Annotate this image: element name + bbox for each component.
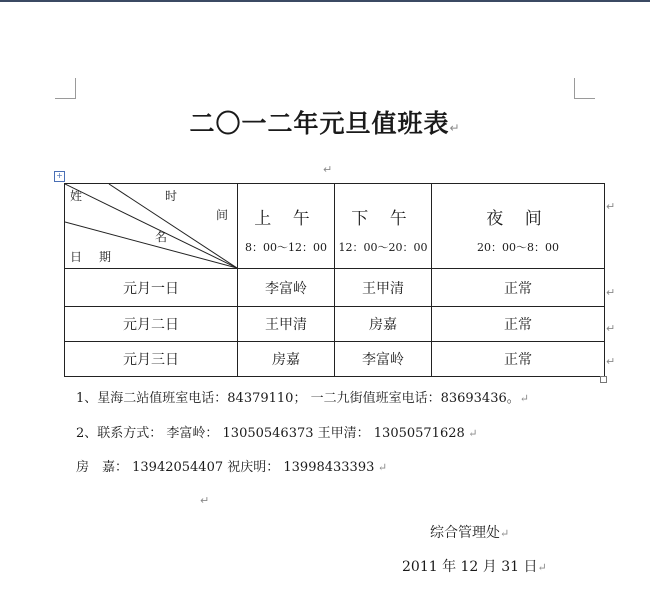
- shift-header-afternoon[interactable]: [335, 184, 432, 269]
- paragraph-mark-icon: ↵: [200, 494, 210, 507]
- afternoon-cell[interactable]: 房嘉: [335, 307, 432, 342]
- document-title[interactable]: [0, 104, 650, 140]
- table-row: [65, 269, 605, 307]
- end-of-row-mark-icon: ↵: [606, 355, 616, 368]
- paragraph-mark-icon: ↵: [323, 163, 333, 176]
- date-cell[interactable]: 元月二日: [65, 307, 238, 342]
- diag-date-a: 日: [70, 250, 83, 264]
- paragraph-mark-icon: ↵: [537, 561, 547, 574]
- paragraph-mark-icon: ↵: [449, 121, 461, 135]
- table-move-handle-icon[interactable]: +: [54, 171, 65, 182]
- shift-time: 8：00～12：00: [245, 240, 327, 254]
- shift-header-morning[interactable]: [238, 184, 335, 269]
- night-cell[interactable]: 正常: [432, 307, 605, 342]
- night-cell[interactable]: 正常: [432, 269, 605, 307]
- shift-name: 上 午: [254, 208, 318, 229]
- signature-org[interactable]: 综合管理处↵: [430, 525, 510, 541]
- end-of-row-mark-icon: ↵: [606, 286, 616, 299]
- note-line-2[interactable]: 2、联系方式： 李富岭： 13050546373 王甲清： 13050571628 ↵: [76, 426, 478, 441]
- paragraph-mark-icon: ↵: [464, 427, 478, 440]
- shift-header-night[interactable]: [432, 184, 605, 269]
- shift-name: 下 午: [351, 208, 415, 229]
- diagonal-lines: [65, 184, 237, 268]
- night-cell[interactable]: 正常: [432, 342, 605, 377]
- morning-cell[interactable]: 房嘉: [238, 342, 335, 377]
- diagonal-header-cell[interactable]: [65, 184, 238, 269]
- end-of-row-mark-icon: ↵: [606, 322, 616, 335]
- afternoon-cell[interactable]: 李富岭: [335, 342, 432, 377]
- morning-cell[interactable]: 王甲清: [238, 307, 335, 342]
- window-top-border: [0, 0, 650, 2]
- table-row: [65, 342, 605, 377]
- duty-table[interactable]: [64, 183, 605, 377]
- morning-cell[interactable]: 李富岭: [238, 269, 335, 307]
- diag-jian: 间: [216, 208, 229, 222]
- paragraph-mark-icon: ↵: [519, 392, 529, 405]
- title-text[interactable]: 二〇一二年元旦值班表: [189, 109, 450, 138]
- afternoon-cell[interactable]: 王甲清: [335, 269, 432, 307]
- note-line-3[interactable]: 房 嘉： 13942054407 祝庆明： 13998433393 ↵: [76, 460, 388, 475]
- margin-corner-left: [55, 78, 76, 99]
- diag-name-b: 名: [155, 230, 168, 244]
- shift-time: 12：00～20：00: [338, 240, 428, 254]
- signature-date[interactable]: 2011 年 12 月 31 日↵: [402, 559, 547, 575]
- diag-date-b: 期: [99, 250, 112, 264]
- table-header-row: [65, 184, 605, 269]
- table-resize-handle-icon[interactable]: [600, 376, 607, 383]
- shift-time: 20：00～8：00: [477, 240, 559, 254]
- diag-name-a: 姓: [70, 189, 83, 203]
- date-cell[interactable]: 元月一日: [65, 269, 238, 307]
- margin-corner-right: [574, 78, 595, 99]
- diag-time: 时: [165, 189, 178, 203]
- table-row: [65, 307, 605, 342]
- date-cell[interactable]: 元月三日: [65, 342, 238, 377]
- shift-name: 夜 间: [486, 208, 550, 229]
- note-line-1[interactable]: 1、星海二站值班室电话：84379110； 一二九街值班室电话：83693436。↵: [76, 391, 529, 406]
- paragraph-mark-icon: ↵: [374, 461, 388, 474]
- paragraph-mark-icon: ↵: [500, 527, 510, 540]
- end-of-row-mark-icon: ↵: [606, 200, 616, 213]
